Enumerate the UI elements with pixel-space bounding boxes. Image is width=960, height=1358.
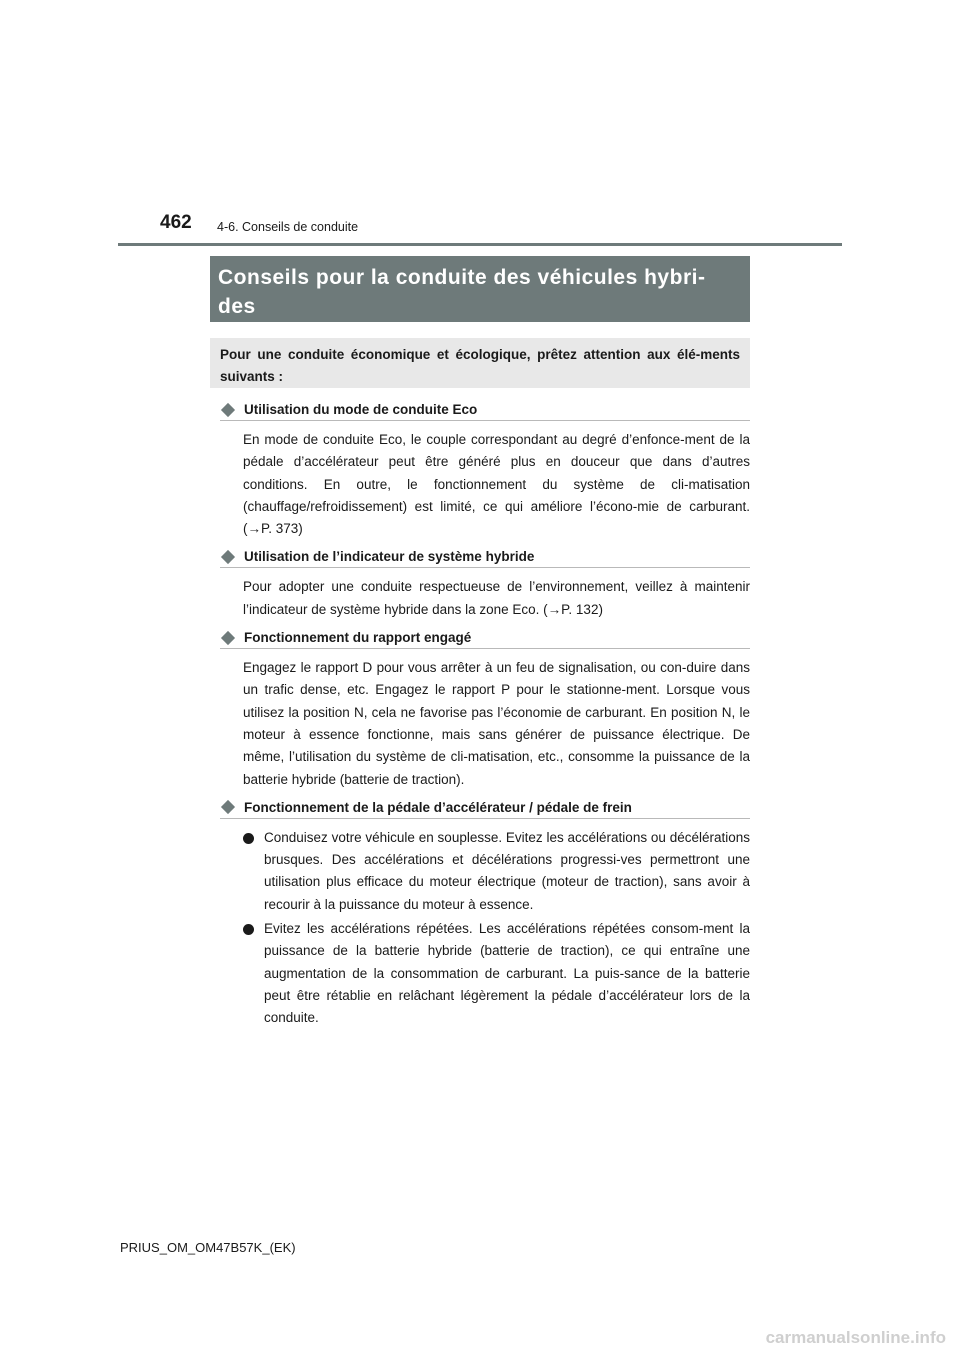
section-heading [220, 549, 750, 568]
intro-box [210, 338, 750, 388]
list-item [220, 827, 750, 916]
diamond-icon [221, 402, 235, 416]
section-eco-mode [220, 402, 750, 540]
section-reference: 4-6. Conseils de conduite [217, 220, 359, 234]
content [220, 402, 750, 1039]
page-number: 462 [160, 212, 192, 233]
section-title: Utilisation de l’indicateur de système hybride [244, 549, 535, 565]
list-item [220, 918, 750, 1029]
section-heading [220, 630, 750, 649]
bullet-icon [243, 833, 254, 844]
diamond-icon [221, 631, 235, 645]
section-body: En mode de conduite Eco, le couple correspondant au degré d’enfonce-ment de la pédale d’accélérateur peut être généré plus en douceur que dans d’autres conditions. En outre, le fonctionnement du système de cli-matisation (chauffage/refroidissement) est limité, ce qui améliore l’écono-mie de carburant. (→P. 373) [243, 432, 750, 537]
bullet-list [220, 827, 750, 1030]
section-hybrid-indicator [220, 549, 750, 621]
diamond-icon [221, 550, 235, 564]
diamond-icon [221, 800, 235, 814]
header-rule [118, 243, 842, 246]
intro-text: Pour une conduite économique et écologique, prêtez attention aux élé-ments suivants : [220, 347, 740, 384]
section-body: Pour adopter une conduite respectueuse de l’environnement, veillez à maintenir l’indicateur de système hybride dans la zone Eco. (→P. 132) [243, 579, 750, 617]
bullet-icon [243, 924, 254, 935]
bullet-text: Evitez les accélérations répétées. Les accélérations répétées consom-ment la puissance de la batterie hybride (batterie de traction), ce qui entraîne une augmentation de la consommation de carburant. La puis-sance de la batterie peut être rétablie en relâchant légèrement la pédale d’accélérateur lors de la conduite. [264, 921, 750, 1026]
section-title: Fonctionnement du rapport engagé [244, 630, 472, 646]
section-gear [220, 630, 750, 791]
section-heading [220, 402, 750, 421]
section-title: Utilisation du mode de conduite Eco [244, 402, 478, 417]
section-title: Fonctionnement de la pédale d’accélérateur / pédale de frein [244, 799, 632, 815]
watermark: carmanualsonline.info [765, 1328, 946, 1347]
footer-code: PRIUS_OM_OM47B57K_(EK) [120, 1240, 296, 1255]
title-box [210, 256, 750, 322]
section-body: Engagez le rapport D pour vous arrêter à un feu de signalisation, ou con-duire dans un trafic dense, etc. Engagez le rapport P pour le stationne-ment. Lorsque vous utilisez la position N, cela ne favorise pas l’économie de carburant. En position N, le moteur à essence fonctionne, mais sans générer de puissance électrique. De même, l’utilisation du système de cli-matisation, etc., consomme la puissance de la batterie hybride (batterie de traction). [243, 660, 750, 787]
section-pedals [220, 800, 750, 1030]
section-heading [220, 800, 750, 819]
page-title: Conseils pour la conduite des véhicules hybri-des [218, 266, 706, 318]
bullet-text: Conduisez votre véhicule en souplesse. Evitez les accélérations ou décélérations brusques. Des accélérations et décélérations progressi-ves permettront une utilisation plus efficace du moteur électrique (moteur de traction), sans avoir à recourir à la puissance du moteur à essence. [264, 829, 750, 912]
